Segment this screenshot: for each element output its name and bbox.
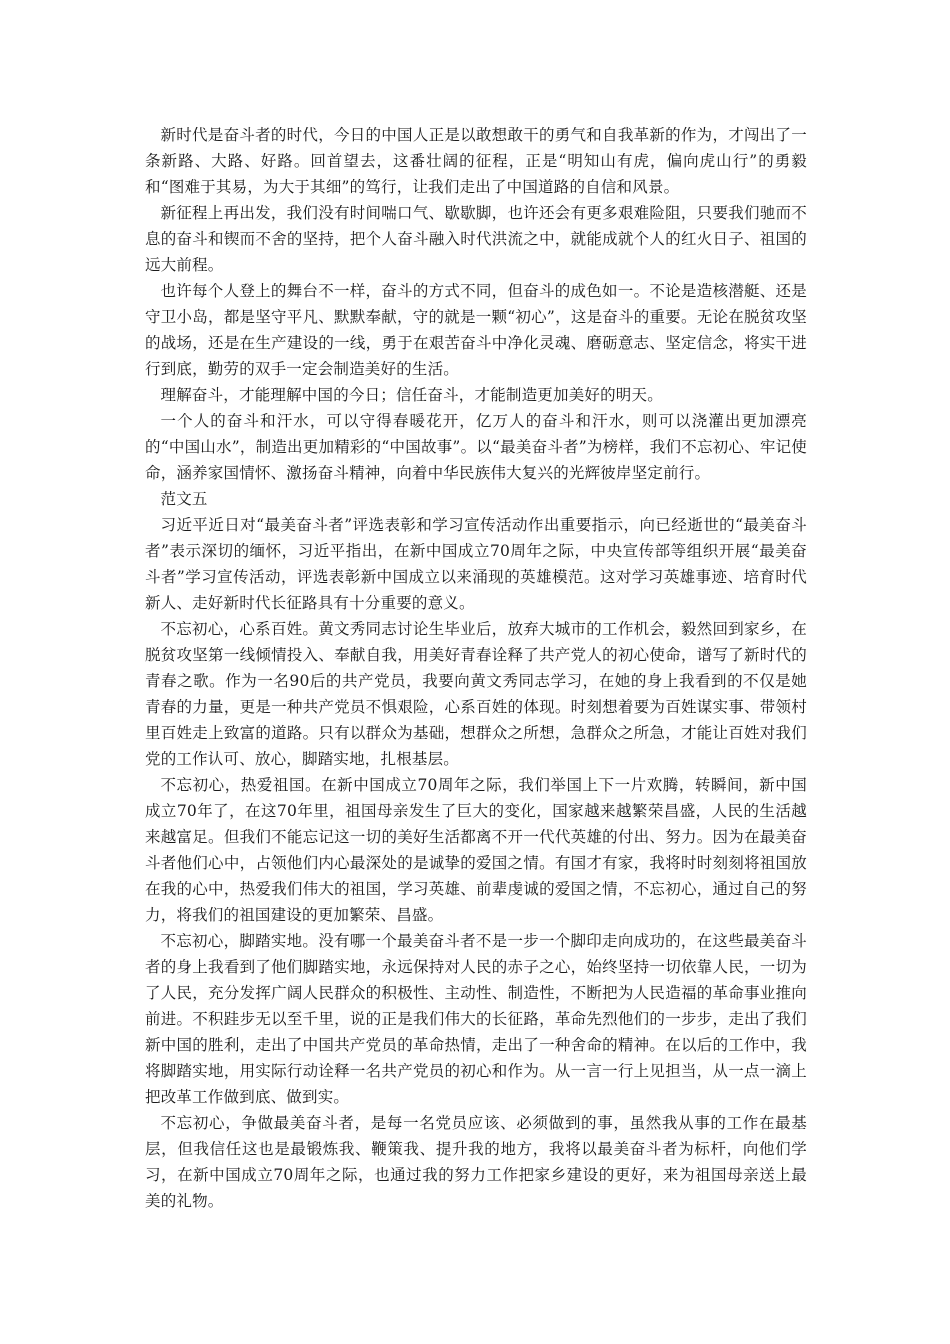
paragraph-7: 不忘初心，心系百姓。黄文秀同志讨论生毕业后，放弃大城市的工作机会，毅然回到家乡，在脱贫攻坚第一线倾情投入、奉献自我，用美好青春诠释了共产党人的初心使命，谱写了新时代的青春之歌。作为一名90后的共产党员，我要向黄文秀同志学习，在她的身上我看到的不仅是她青春的力量，更是一种共产党员不惧艰险，心系百姓的体现。时刻想着要为百姓谋实事、带领村里百姓走上致富的道路。只有以群众为基础，想群众之所想，急群众之所急，才能让百姓对我们党的工作认可、放心，脚踏实地，扎根基层。 xyxy=(145,620,807,768)
document-page xyxy=(145,122,807,1214)
section-heading: 范文五 xyxy=(160,490,208,508)
paragraph-9: 不忘初心，脚踏实地。没有哪一个最美奋斗者不是一步一个脚印走向成功的，在这些最美奋斗者的身上我看到了他们脚踏实地，永远保持对人民的赤子之心，始终坚持一切依靠人民，一切为了人民，充分发挥广阔人民群众的积极性、主动性、制造性，不断把为人民造福的革命事业推向前进。不积跬步无以至千里，说的正是我们伟大的长征路，革命先烈他们的一步步，走出了我们新中国的胜利，走出了中国共产党员的革命热情，走出了一种舍命的精神。在以后的工作中，我将脚踏实地，用实际行动诠释一名共产党员的初心和作为。从一言一行上见担当，从一点一滴上把改革工作做到底、做到实。 xyxy=(145,932,807,1106)
paragraph-5: 一个人的奋斗和汗水，可以守得春暖花开，亿万人的奋斗和汗水，则可以浇灌出更加漂亮的“中国山水”，制造出更加精彩的“中国故事”。以“最美奋斗者”为榜样，我们不忘初心、牢记使命，涵养家国情怀、激扬奋斗精神，向着中华民族伟大复兴的光辉彼岸坚定前行。 xyxy=(145,412,807,482)
paragraph-4: 理解奋斗，才能理解中国的今日；信任奋斗，才能制造更加美好的明天。 xyxy=(160,386,663,404)
paragraph-8: 不忘初心，热爱祖国。在新中国成立70周年之际，我们举国上下一片欢腾，转瞬间，新中国成立70年了，在这70年里，祖国母亲发生了巨大的变化，国家越来越繁荣昌盛，人民的生活越来越富足。但我们不能忘记这一切的美好生活都离不开一代代英雄的付出、努力。因为在最美奋斗者他们心中，占领他们内心最深处的是诚挚的爱国之情。有国才有家，我将时时刻刻将祖国放在我的心中，热爱我们伟大的祖国，学习英雄、前辈虔诚的爱国之情，不忘初心，通过自己的努力，将我们的祖国建设的更加繁荣、昌盛。 xyxy=(145,776,807,924)
paragraph-2: 新征程上再出发，我们没有时间喘口气、歇歇脚，也许还会有更多艰难险阻，只要我们驰而不息的奋斗和锲而不舍的坚持，把个人奋斗融入时代洪流之中，就能成就个人的红火日子、祖国的远大前程。 xyxy=(145,204,807,274)
paragraph-6: 习近平近日对“最美奋斗者”评选表彰和学习宣传活动作出重要指示，向已经逝世的“最美奋斗者”表示深切的缅怀，习近平指出，在新中国成立70周年之际，中央宣传部等组织开展“最美奋斗者”学习宣传活动，评选表彰新中国成立以来涌现的英雄模范。这对学习英雄事迹、培育时代新人、走好新时代长征路具有十分重要的意义。 xyxy=(145,516,807,612)
paragraph-3: 也许每个人登上的舞台不一样，奋斗的方式不同，但奋斗的成色如一。不论是造核潜艇、还是守卫小岛，都是坚守平凡、默默奉献，守的就是一颗“初心”，这是奋斗的重要。无论在脱贫攻坚的战场，还是在生产建设的一线，勇于在艰苦奋斗中净化灵魂、磨砺意志、坚定信念，将实干进行到底，勤劳的双手一定会制造美好的生活。 xyxy=(145,282,807,378)
paragraph-10: 不忘初心，争做最美奋斗者，是每一名党员应该、必须做到的事，虽然我从事的工作在最基层，但我信任这也是最锻炼我、鞭策我、提升我的地方，我将以最美奋斗者为标杆，向他们学习，在新中国成立70周年之际，也通过我的努力工作把家乡建设的更好，来为祖国母亲送上最美的礼物。 xyxy=(145,1114,807,1210)
paragraph-1: 新时代是奋斗者的时代，今日的中国人正是以敢想敢干的勇气和自我革新的作为，才闯出了一条新路、大路、好路。回首望去，这番壮阔的征程，正是“明知山有虎，偏向虎山行”的勇毅和“图难于其易，为大于其细”的笃行，让我们走出了中国道路的自信和风景。 xyxy=(145,126,807,196)
